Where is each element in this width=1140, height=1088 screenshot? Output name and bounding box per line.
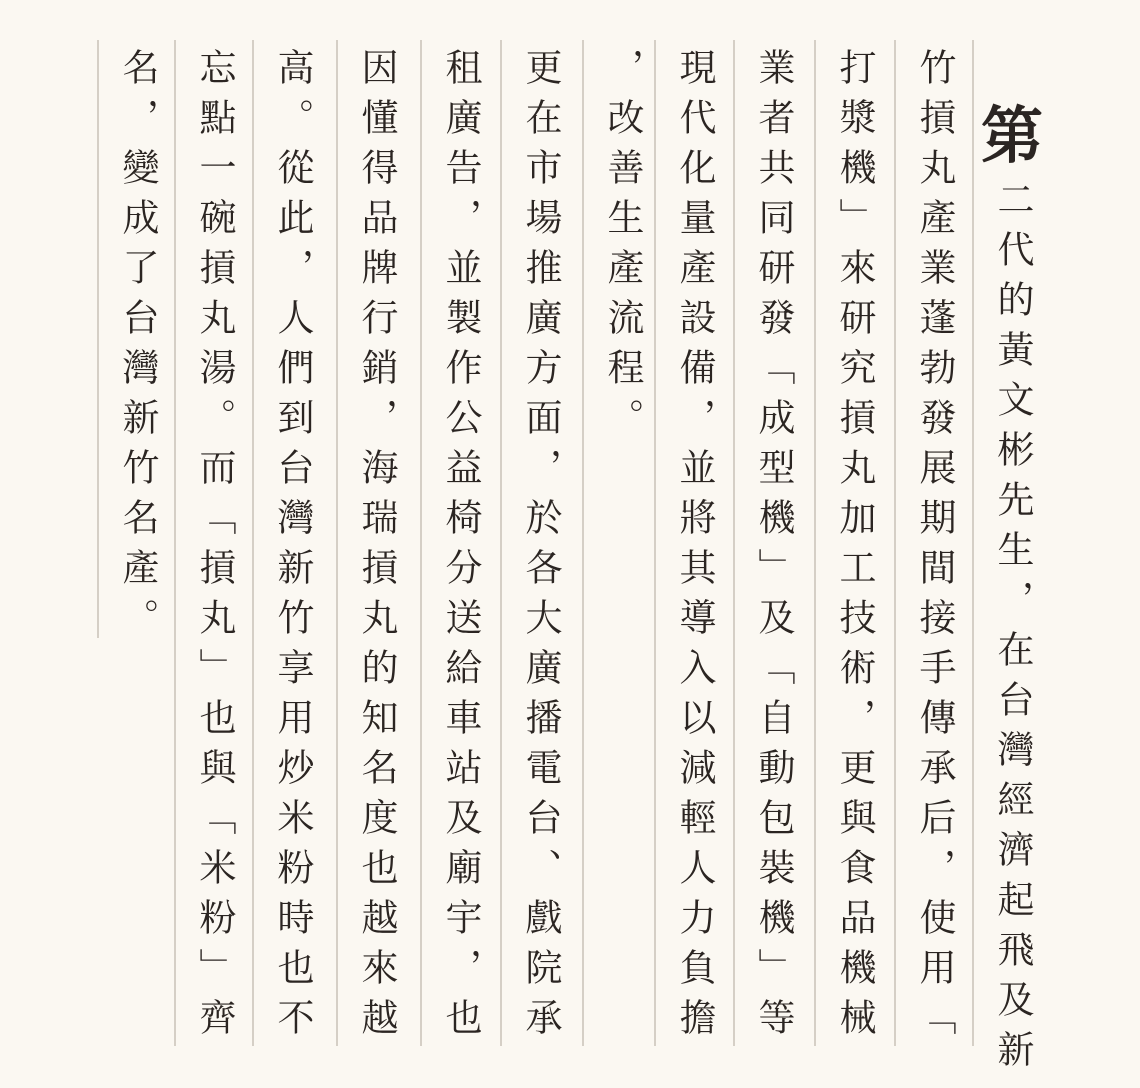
text-column-6	[582, 40, 660, 1046]
text-column-1	[972, 40, 1050, 1080]
column-text: 打漿機」來研究摃丸加工技術，更與食品機械	[833, 48, 876, 1048]
column-text: 竹摃丸產業蓬勃發展期間接手傳承后，使用「	[913, 48, 956, 1048]
column-text: 高。從此，人們到台灣新竹享用炒米粉時也不	[271, 48, 314, 1048]
text-column-10	[252, 40, 330, 1046]
column-text: 現代化量產設備，並將其導入以減輕人力負擔	[673, 48, 716, 1048]
column-text: 因懂得品牌行銷，海瑞摃丸的知名度也越來越	[355, 48, 398, 1048]
column-text: 業者共同研發「成型機」及「自動包裝機」等	[752, 48, 795, 1048]
column-text: 名，變成了台灣新竹名產。	[116, 48, 159, 648]
column-text: ，改善生產流程。	[601, 48, 644, 448]
column-text: 租廣告，並製作公益椅分送給車站及廟宇，也	[439, 48, 482, 1048]
text-column-4	[733, 40, 811, 1046]
text-column-9	[336, 40, 414, 1046]
text-column-11	[174, 40, 252, 1046]
text-column-12	[97, 40, 175, 648]
text-column-5	[654, 40, 732, 1046]
text-column-8	[420, 40, 498, 1046]
column-text: 忘點一碗摃丸湯。而「摃丸」也與「米粉」齊	[193, 48, 236, 1048]
text-column-7	[500, 40, 578, 1046]
drop-cap: 第	[980, 99, 1043, 172]
column-text: 二代的黃文彬先生，在台灣經濟起飛及新	[991, 180, 1034, 1080]
text-column-3	[814, 40, 892, 1046]
column-text: 更在市場推廣方面，於各大廣播電台、戲院承	[519, 48, 562, 1048]
text-column-2	[894, 40, 972, 1046]
